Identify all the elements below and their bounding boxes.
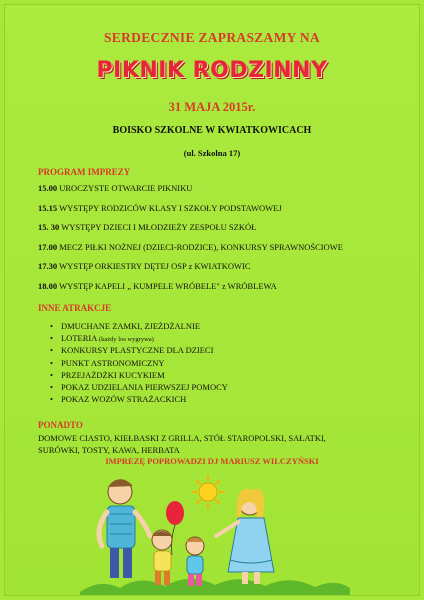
program-text: UROCZYSTE OTWARCIE PIKNIKU — [57, 183, 193, 193]
program-item — [38, 202, 398, 222]
program-time: 17.30 — [38, 261, 58, 271]
attraction-item — [50, 332, 228, 344]
extra-heading: PONADTO — [38, 420, 83, 430]
attraction-text: LOTERIA — [60, 333, 98, 344]
attraction-text: DMUCHANE ZAMKI, ZJEŻDŻALNIE — [60, 321, 201, 331]
event-date: 31 MAJA 2015r. — [168, 100, 256, 114]
attractions-heading: INNE ATRAKCJE — [38, 303, 112, 313]
attraction-item — [50, 357, 228, 369]
attraction-item — [50, 344, 228, 356]
family-illustration — [80, 470, 350, 595]
program-time: 15.00 — [38, 183, 58, 193]
mother-figure — [216, 489, 274, 584]
program-text: WYSTĘPY DZIECI I MŁODZIEŻY ZESPOŁU SZKÓŁ — [59, 222, 257, 232]
father-figure — [99, 479, 150, 578]
program-time: 18.00 — [38, 280, 58, 291]
invite-line: SERDECZNIE ZAPRASZAMY NA — [104, 30, 320, 45]
event-address: (ul. Szkolna 17) — [183, 148, 241, 158]
attraction-text: PRZEJAŻDŻKI KUCYKIEM — [60, 369, 165, 380]
program-item — [38, 280, 398, 300]
attraction-item — [50, 369, 228, 381]
extra-text — [38, 432, 388, 456]
sun-icon — [192, 476, 224, 508]
child-figure — [152, 530, 172, 585]
extra-line: SURÓWKI, TOSTY, KAWA, HERBATA — [38, 445, 180, 455]
program-text: MECZ PIŁKI NOŻNEJ (DZIECI-RODZICE), KONKURSY SPRAWNOŚCIOWE — [57, 241, 343, 252]
attraction-text: PUNKT ASTRONOMICZNY — [60, 357, 165, 368]
attraction-text: POKAZ UDZIELANIA PIERWSZEJ POMOCY — [60, 381, 228, 392]
attractions-list — [50, 320, 228, 405]
program-item — [38, 260, 398, 280]
attraction-text: KONKURSY PLASTYCZNE DLA DZIECI — [60, 345, 214, 356]
attraction-text: POKAZ WOZÓW STRAŻACKICH — [60, 394, 187, 405]
attraction-item — [50, 320, 228, 332]
program-item — [38, 221, 398, 241]
program-heading: PROGRAM IMPREZY — [38, 167, 131, 177]
event-place: BOISKO SZKOLNE W KWIATKOWICACH — [112, 125, 312, 136]
program-item — [38, 182, 398, 202]
dj-line: IMPREZĘ POPROWADZI DJ MARIUSZ WILCZYŃSKI — [105, 456, 319, 466]
program-list — [38, 182, 398, 299]
attraction-note: (każdy los wygrywa) — [97, 336, 154, 344]
extra-line: DOMOWE CIASTO, KIEŁBASKI Z GRILLA, STÓŁ STAROPOLSKI, SAŁATKI, — [38, 433, 326, 443]
program-text: WYSTĘP KAPELI „ KUMPELE WRÓBELE" z WRÓBLEWA — [57, 280, 277, 291]
program-item — [38, 241, 398, 261]
attraction-item — [50, 393, 228, 405]
grass-shape — [80, 579, 350, 595]
program-text: WYSTĘP ORKIESTRY DĘTEJ OSP z KWIATKOWIC — [57, 261, 251, 271]
attraction-item — [50, 381, 228, 393]
program-time: 15.15 — [38, 202, 58, 213]
program-time: 15. 30 — [38, 222, 60, 232]
program-time: 17.00 — [38, 241, 58, 252]
child-figure — [186, 537, 204, 586]
program-text: WYSTĘPY RODZICÓW KLASY I SZKOŁY PODSTAWOWEJ — [57, 202, 282, 213]
poster-title: PIKNIK RODZINNY — [96, 58, 328, 83]
